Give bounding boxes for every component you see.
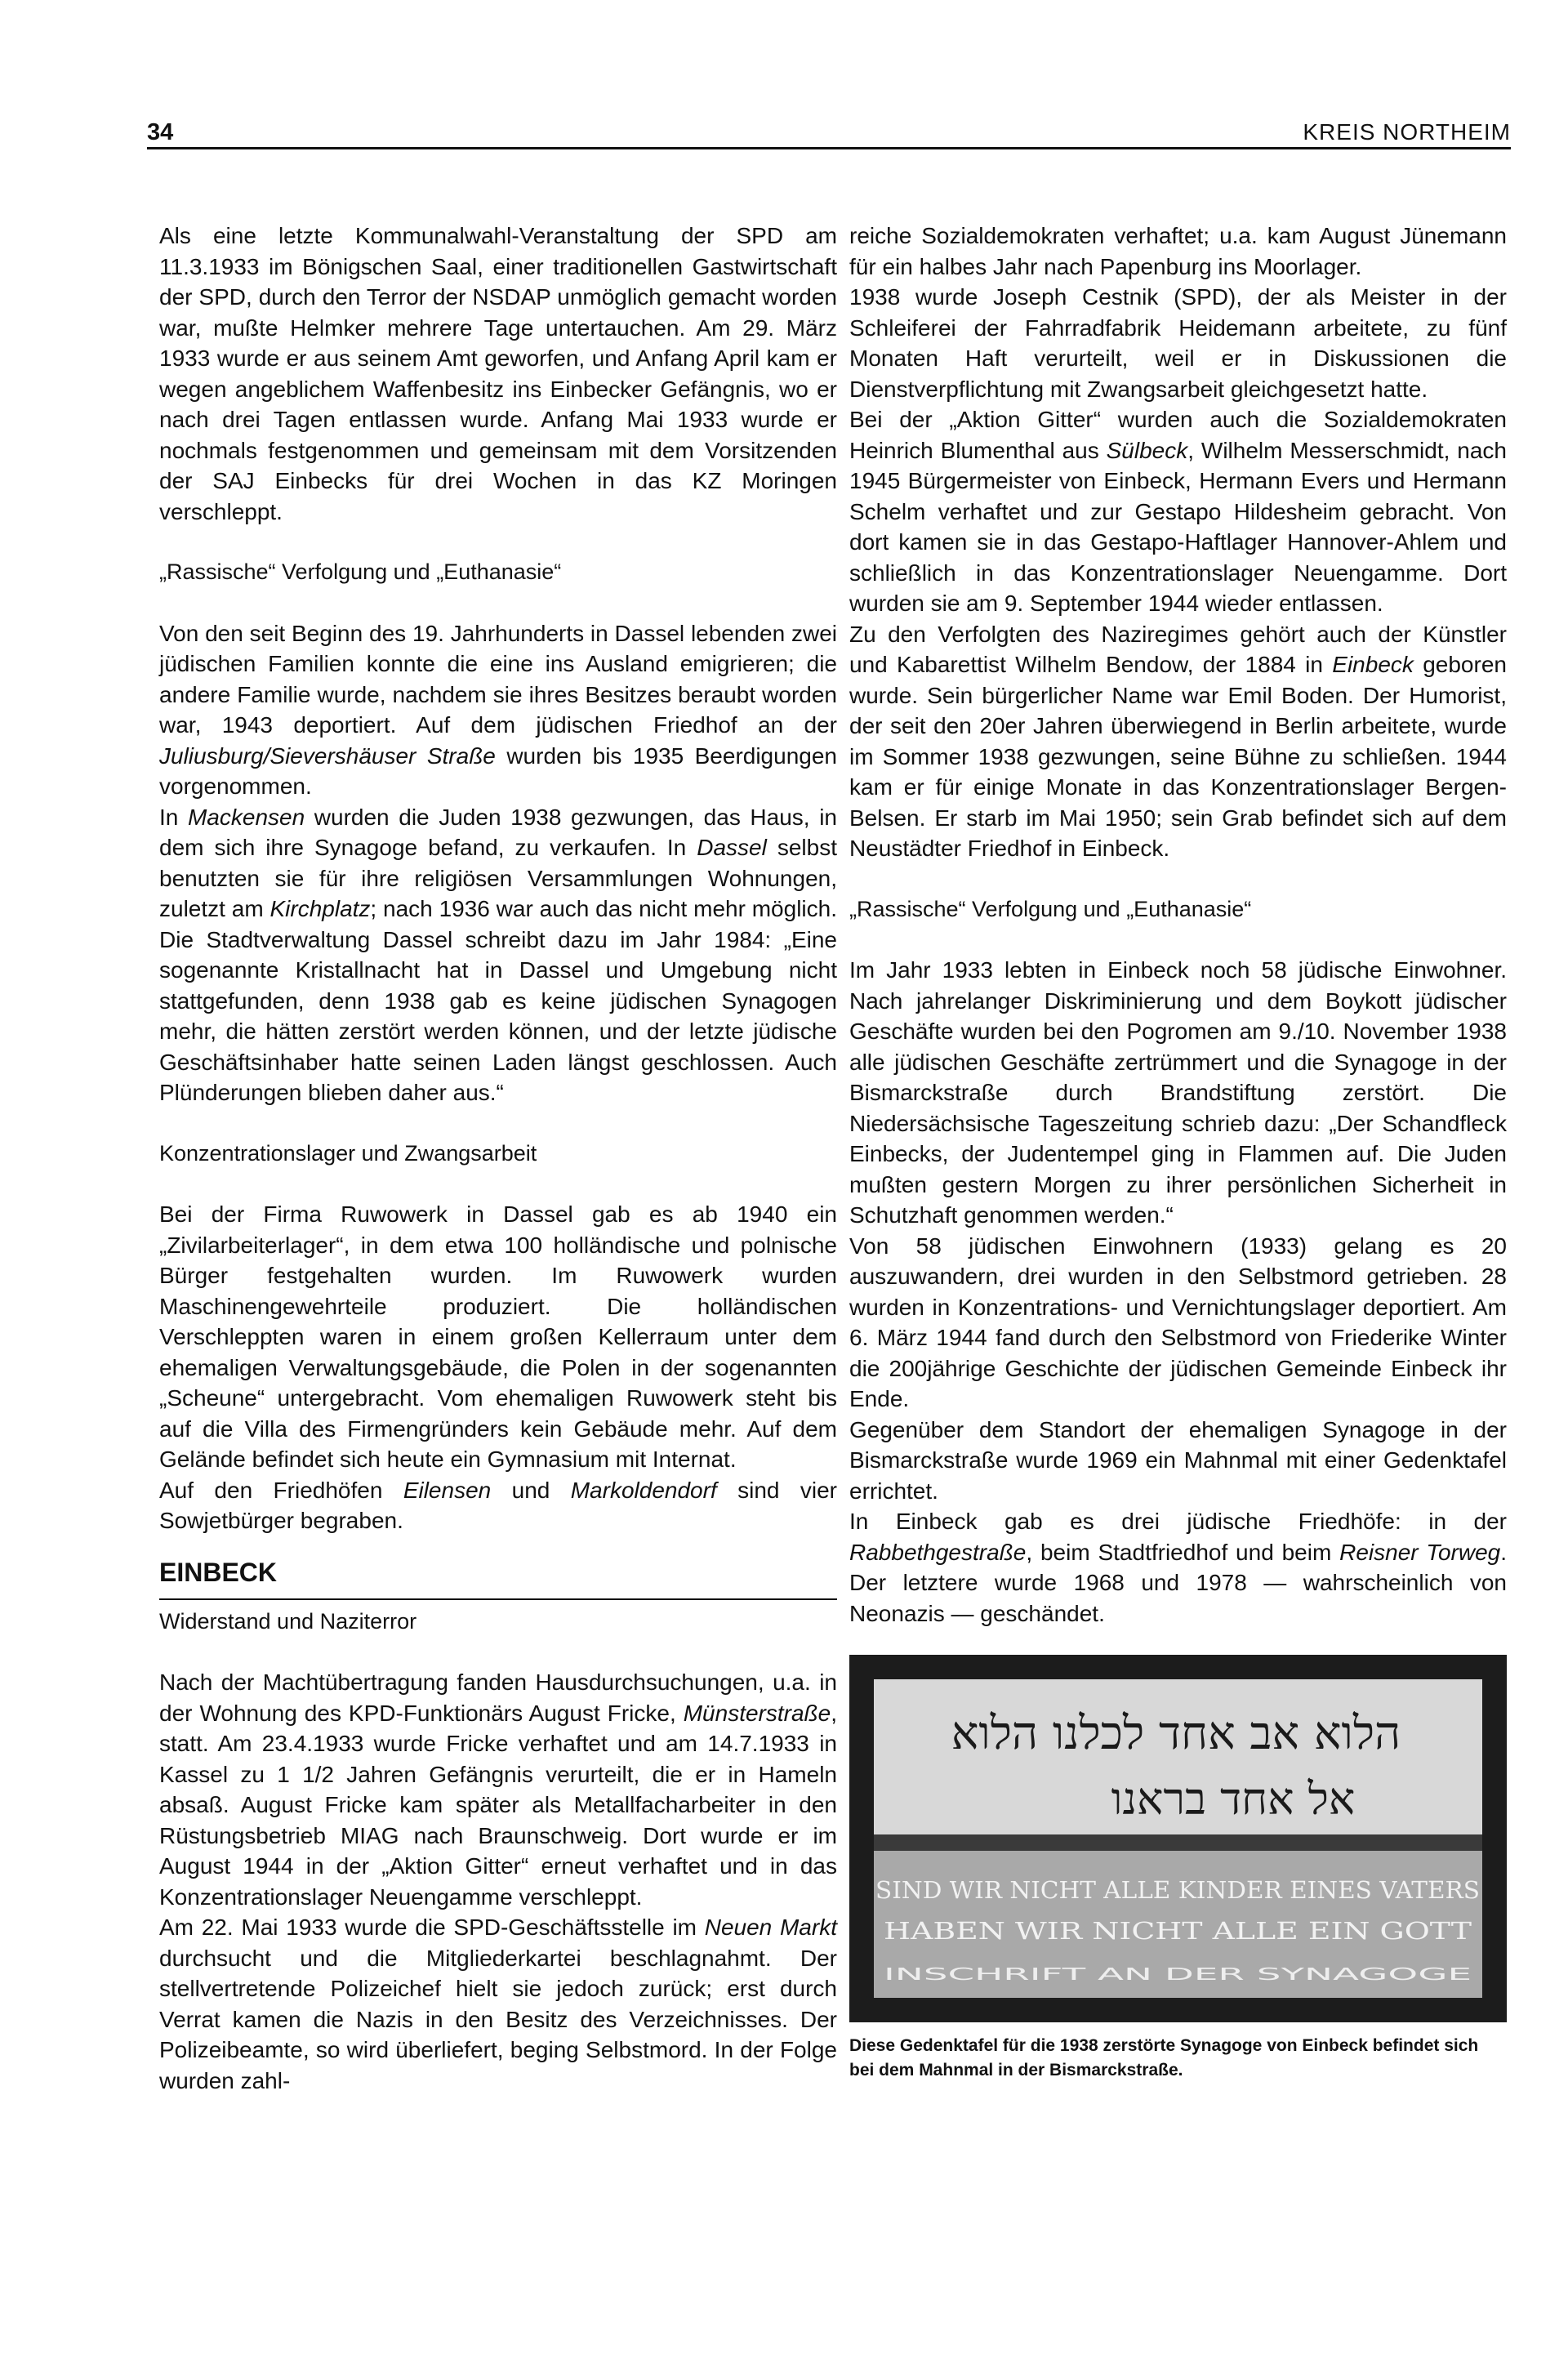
paragraph: Von 58 jüdischen Einwohnern (1933) gelang es 20 auszuwandern, drei wurden in den Selbstmord getrieben. 28 wurden in Konzentrations- und Vernichtungslager deportiert. Am 6. März 1944 fand durch den Selbstmord von Friederike Winter die 200jährige Geschichte der jüdischen Gemeinde Einbeck ihr Ende. xyxy=(849,1233,1507,1411)
paragraph: In Einbeck gab es drei jüdische Friedhöfe: in der Rabbethgestraße, beim Stadtfriedhof und beim Reisner Torweg. Der letztere wurde 1968 und 1978 — wahrscheinlich von Neonazis — geschändet. xyxy=(849,1509,1508,1626)
subheading: „Rassische“ Verfolgung und „Euthanasie“ xyxy=(159,559,562,584)
photo-caption: Diese Gedenktafel für die 1938 zerstörte Synagoge von Einbeck befindet sich bei dem Mahnmal in der Bismarckstraße. xyxy=(849,2036,1479,2080)
paragraph: reiche Sozialdemokraten verhaftet; u.a. kam August Jünemann für ein halbes Jahr nach Papenburg ins Moorlager. xyxy=(849,223,1507,279)
paragraph: Zu den Verfolgten des Naziregimes gehört auch der Künstler und Kabarettist Wilhelm Bendow, der 1884 in Einbeck geboren wurde. Sein bürgerlicher Name war Emil Boden. Der Humorist, der seit den 20er Jahren überwiegend in Berlin arbeitete, wurde im Sommer 1938 gezwungen, seine Bühne zu schließen. 1944 kam er für einige Monate in das Konzentrationslager Bergen-Belsen. Er starb im Mai 1950; sein Grab befindet sich auf dem Neustädter Friedhof in Einbeck. xyxy=(849,621,1507,861)
place-name: Sülbeck xyxy=(1106,437,1188,463)
section-heading: EINBECK xyxy=(159,1557,278,1587)
subheading: „Rassische“ Verfolgung und „Euthanasie“ xyxy=(849,896,1252,921)
plaque-inscription-line-3: INSCHRIFT AN DER SYNAGOGE xyxy=(884,1964,1472,1984)
memorial-plaque-photo xyxy=(849,1655,1507,2022)
place-name: Neuen Markt xyxy=(704,1915,837,1940)
running-head: KREIS NORTHEIM xyxy=(1303,119,1511,145)
plaque-hebrew-line-2: אל אחד בראנו xyxy=(1111,1773,1356,1825)
header-rule xyxy=(147,147,1511,149)
left-column xyxy=(159,221,837,2096)
plaque-hebrew-line-1: הלוא אב אחד לכלנו הלוא xyxy=(951,1707,1401,1760)
subheading: Konzentrationslager und Zwangsarbeit xyxy=(159,1140,537,1166)
street-name: Münsterstraße xyxy=(683,1700,831,1726)
paragraph: Im Jahr 1933 lebten in Einbeck noch 58 jüdische Einwohner. Nach jahrelanger Diskriminierung und dem Boykott jüdischer Geschäfte wurden bei den Pogromen am 9./10. November 1938 alle jüdischen Geschäfte zertrümmert und die Synagoge in der Bismarckstraße durch Brandstiftung zerstört. Die Niedersächsische Tageszeitung schrieb dazu: „Der Schandfleck Einbecks, der Judentempel ging in Flammen auf. Die Juden mußten gestern Morgen zu ihrer persönlichen Sicherheit in Schutzhaft genommen werden.“ xyxy=(849,957,1507,1228)
subheading: Widerstand und Naziterror xyxy=(159,1608,417,1634)
paragraph: Bei der „Aktion Gitter“ wurden auch die Sozialdemokraten Heinrich Blumenthal aus Sülbeck, Wilhelm Messerschmidt, nach 1945 Bürgermeister von Einbeck, Hermann Evers und Hermann Schelm verhaftet und zur Gestapo Hildesheim gebracht. Von dort kamen sie in das Gestapo-Haftlager Hannover-Ahlem und schließlich in das Konzentrationslager Neuengamme. Dort wurden sie am 9. September 1944 wieder entlassen. xyxy=(849,407,1507,616)
plaque-german-line-2: HABEN WIR NICHT ALLE EIN GOTT xyxy=(884,1917,1472,1945)
paragraph: In Mackensen wurden die Juden 1938 gezwungen, das Haus, in dem sich ihre Synagoge befand, zu verkaufen. In Dassel selbst benutzten sie für ihre religiösen Versammlungen Wohnungen, zuletzt am Kirchplatz; nach 1936 war auch das nicht mehr möglich. Die Stadtverwaltung Dassel schreibt dazu im Jahr 1984: „Eine sogenannte Kristallnacht hat in Dassel und Umgebung nicht stattgefunden, denn 1938 gab es keine jüdischen Synagogen mehr, die hätten zerstört werden können, und der letzte jüdische Geschäftsinhaber hatte seinen Laden längst geschlossen. Auch Plünderungen blieben daher aus.“ xyxy=(159,804,837,1105)
paragraph: Auf den Friedhöfen Eilensen und Markoldendorf sind vier Sowjetbürger begraben. xyxy=(159,1477,837,1533)
plaque-german-line-1: SIND WIR NICHT ALLE KINDER EINES VATERS xyxy=(875,1876,1480,1904)
street-name: Reisner Torweg xyxy=(1339,1539,1501,1565)
place-name: Einbeck xyxy=(1332,652,1414,677)
street-name: Juliusburg/Sievershäuser Straße xyxy=(159,742,496,769)
paragraph: 1938 wurde Joseph Cestnik (SPD), der als Meister in der Schleiferei der Fahrradfabrik Heidemann arbeitete, zu fünf Monaten Haft verurteilt, weil er in Diskussionen die Dienstverpflichtung mit Zwangsarbeit gleichgesetzt hatte. xyxy=(849,284,1507,402)
place-name: Kirchplatz xyxy=(270,896,371,921)
place-name: Markoldendorf xyxy=(570,1477,717,1503)
place-name: Eilensen xyxy=(403,1477,492,1503)
place-name: Mackensen xyxy=(187,804,305,830)
paragraph: Nach der Machtübertragung fanden Hausdurchsuchungen, u.a. in der Wohnung des KPD-Funktionärs August Fricke, Münsterstraße, statt. Am 23.4.1933 wurde Fricke verhaftet und am 14.7.1933 in Kassel zu 1 1/2 Jahren Gefängnis verurteilt, die er in Hameln absaß. August Fricke kam später als Metallfacharbeiter in den Rüstungsbetrieb MIAG nach Braunschweig. Dort wurde er im August 1944 in der „Aktion Gitter“ erneut verhaftet und in das Konzentrationslager Neuengamme verschleppt. xyxy=(159,1669,837,1910)
place-name: Dassel xyxy=(697,835,767,860)
paragraph: Am 22. Mai 1933 wurde die SPD-Geschäftsstelle im Neuen Markt durchsucht und die Mitgliederkartei beschlagnahmt. Der stellvertretende Polizeichef hielt sie jedoch zurück; erst durch Verrat kamen die Nazis in den Besitz des Verzeichnisses. Der Polizeibeamte, so wird überliefert, beging Selbstmord. In der Folge wurden zahl- xyxy=(159,1915,837,2093)
paragraph: Gegenüber dem Standort der ehemaligen Synagoge in der Bismarckstraße wurde 1969 ein Mahnmal mit einer Gedenktafel errichtet. xyxy=(849,1416,1507,1504)
paragraph: Als eine letzte Kommunalwahl-Veranstaltung der SPD am 11.3.1933 im Bönigschen Saal, einer traditionellen Gastwirtschaft der SPD, durch den Terror der NSDAP unmöglich gemacht worden war, mußte Helmker mehrere Tage untertauchen. Am 29. März 1933 wurde er aus seinem Amt geworfen, und Anfang April kam er wegen angeblichem Waffenbesitz ins Einbecker Gefängnis, wo er nach drei Tagen entlassen wurde. Anfang Mai 1933 wurde er nochmals festgenommen und gemeinsam mit dem Vorsitzenden der SAJ Einbecks für drei Wochen in das KZ Moringen verschleppt. xyxy=(159,223,837,524)
paragraph: Von den seit Beginn des 19. Jahrhunderts in Dassel lebenden zwei jüdischen Familien konnte die eine ins Ausland emigrieren; die andere Familie wurde, nachdem sie ihres Besitzes beraubt worden war, 1943 deportiert. Auf dem jüdischen Friedhof an der Juliusburg/Sievershäuser Straße wurden bis 1935 Beerdigungen vorgenommen. xyxy=(159,620,837,799)
street-name: Rabbethgestraße xyxy=(849,1539,1027,1565)
memorial-plaque-image xyxy=(849,1655,1507,2022)
paragraph: Bei der Firma Ruwowerk in Dassel gab es ab 1940 ein „Zivilarbeiterlager“, in dem etwa 100 holländische und polnische Bürger festgehalten wurden. Im Ruwowerk wurden Maschinengewehrteile produziert. Die holländischen Verschleppten waren in einem großen Kellerraum unter dem ehemaligen Verwaltungsgebäude, die Polen in der sogenannten „Scheune“ untergebracht. Vom ehemaligen Ruwowerk steht bis auf die Villa des Firmengründers kein Gebäude mehr. Auf dem Gelände befindet sich heute ein Gymnasium mit Internat. xyxy=(159,1201,837,1472)
page-header xyxy=(0,0,1568,155)
page-number: 34 xyxy=(147,119,174,145)
right-column xyxy=(849,221,1507,2083)
section-rule xyxy=(159,1598,837,1600)
